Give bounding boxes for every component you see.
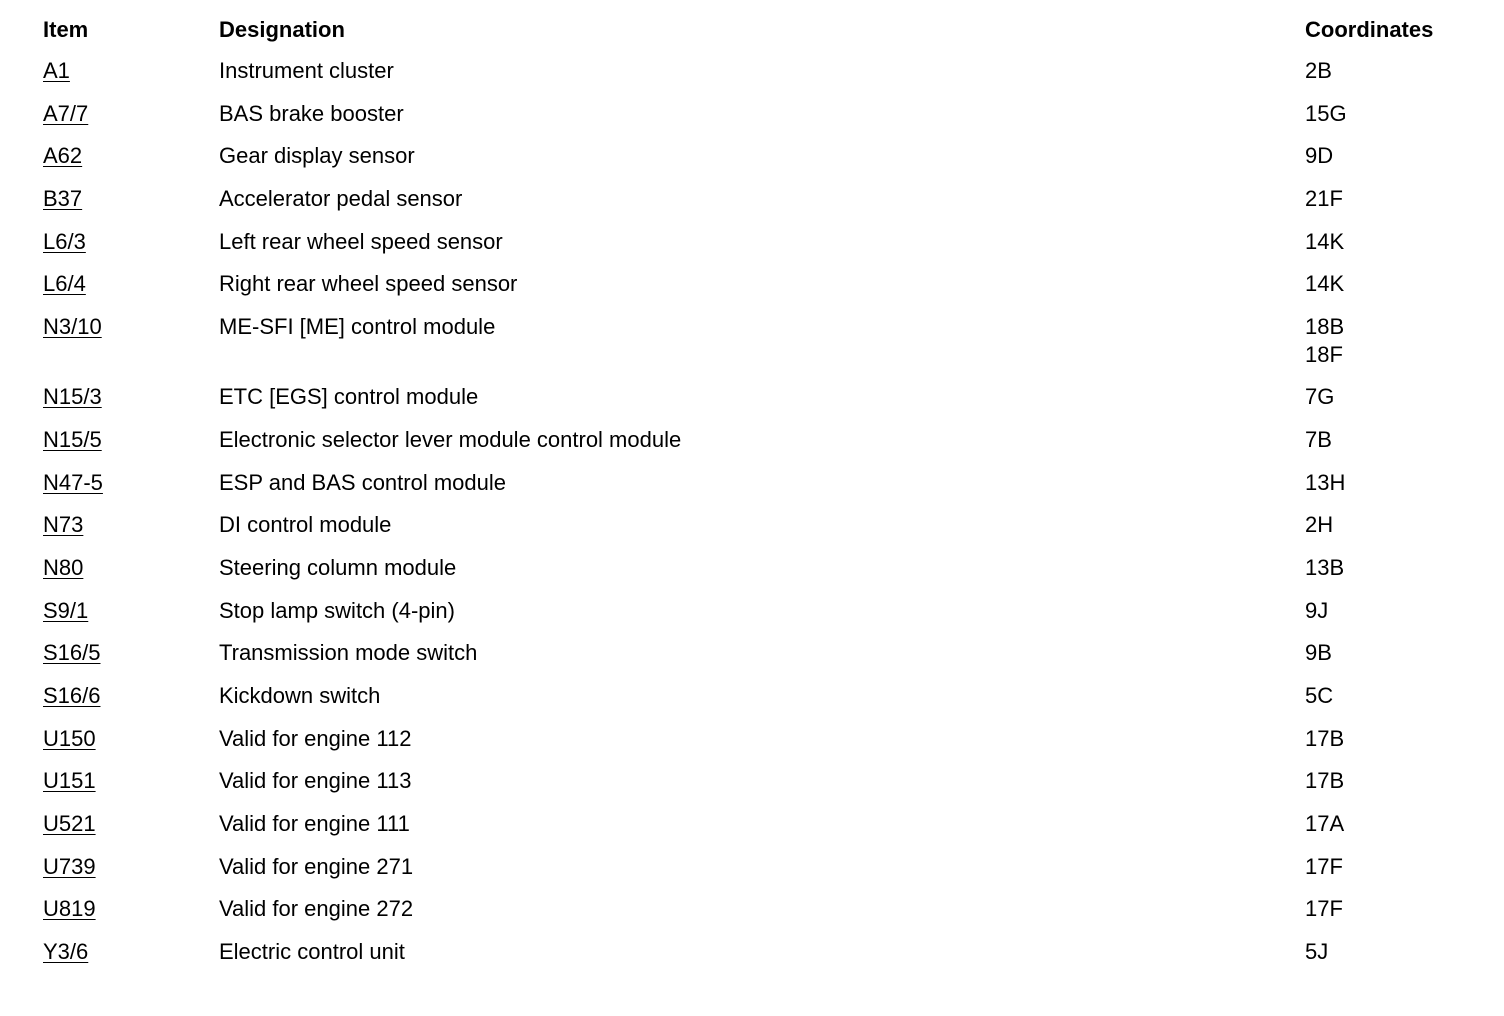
coordinate-value: 18B — [1305, 314, 1345, 340]
item-cell — [43, 810, 96, 838]
designation-cell: ME-SFI [ME] control module — [219, 314, 496, 340]
item-cell — [43, 554, 83, 582]
designation-cell: Valid for engine 112 — [219, 725, 412, 751]
designation-cell: DI control module — [219, 512, 392, 538]
coordinates-cell — [1305, 895, 1343, 923]
coordinates-cell — [1305, 725, 1344, 753]
item-link[interactable]: S16/5 — [43, 640, 101, 666]
designation-cell: BAS brake booster — [219, 100, 404, 126]
item-link[interactable]: S16/6 — [43, 682, 101, 708]
item-link[interactable]: N3/10 — [43, 314, 102, 340]
coordinate-value: 5C — [1305, 682, 1334, 708]
designation-cell: Left rear wheel speed sensor — [219, 228, 503, 254]
coordinates-cell — [1305, 469, 1345, 497]
coordinate-value: 9B — [1305, 640, 1332, 666]
item-link[interactable]: A7/7 — [43, 100, 89, 126]
item-link[interactable]: S9/1 — [43, 597, 89, 623]
coordinate-value: 9J — [1305, 597, 1329, 623]
item-link[interactable]: N15/3 — [43, 384, 102, 410]
coordinates-cell — [1305, 853, 1343, 881]
coordinates-cell — [1305, 228, 1344, 256]
item-link[interactable]: U739 — [43, 853, 96, 879]
coordinates-cell — [1305, 185, 1343, 213]
table-row — [0, 537, 1504, 580]
coordinates-cell — [1305, 426, 1332, 454]
designation-cell: Valid for engine 113 — [219, 768, 412, 794]
designation-cell: Valid for engine 271 — [219, 853, 414, 879]
coordinates-cell — [1305, 57, 1332, 85]
table-row — [0, 40, 1504, 83]
coordinate-value: 5J — [1305, 939, 1329, 965]
coordinates-cell — [1305, 597, 1328, 625]
item-cell — [43, 682, 101, 710]
designation-cell: Valid for engine 272 — [219, 896, 414, 922]
table-row — [0, 296, 1504, 366]
item-cell — [43, 597, 88, 625]
coordinate-value: 18F — [1305, 342, 1343, 368]
coordinates-cell — [1305, 938, 1328, 966]
coordinate-value: 13H — [1305, 469, 1346, 495]
coordinate-value: 17B — [1305, 725, 1345, 751]
table-row — [0, 125, 1504, 168]
designation-cell: Valid for engine 111 — [219, 811, 410, 836]
coordinate-value: 21F — [1305, 186, 1343, 212]
coordinate-value: 9D — [1305, 143, 1334, 169]
coordinates-cell — [1305, 383, 1334, 411]
item-link[interactable]: A1 — [43, 58, 70, 83]
item-cell — [43, 853, 96, 881]
item-cell — [43, 270, 86, 298]
item-cell — [43, 383, 102, 411]
item-cell — [43, 228, 86, 256]
coordinate-value: 2B — [1305, 58, 1332, 83]
item-cell — [43, 511, 83, 539]
coordinates-cell — [1305, 270, 1344, 298]
item-link[interactable]: N73 — [43, 512, 84, 538]
designation-cell: Instrument cluster — [219, 58, 394, 83]
table-row — [0, 622, 1504, 665]
table-row — [0, 211, 1504, 254]
coordinate-value: 17F — [1305, 896, 1343, 922]
designation-cell: Transmission mode switch — [219, 640, 478, 666]
coordinates-cell — [1305, 767, 1344, 795]
table-row — [0, 494, 1504, 537]
item-cell — [43, 185, 82, 213]
table-header-row — [0, 0, 1504, 40]
item-cell — [43, 639, 101, 667]
item-cell — [43, 57, 70, 85]
coordinate-value: 14K — [1305, 271, 1345, 297]
header-designation: Designation — [219, 17, 345, 42]
item-link[interactable]: U819 — [43, 896, 96, 922]
coordinate-value: 13B — [1305, 554, 1345, 580]
designation-cell: ETC [EGS] control module — [219, 384, 479, 410]
item-link[interactable]: Y3/6 — [43, 939, 89, 965]
item-link[interactable]: A62 — [43, 143, 83, 169]
designation-cell: Electric control unit — [219, 939, 405, 965]
table-row — [0, 836, 1504, 879]
designation-cell: Stop lamp switch (4-pin) — [219, 597, 455, 623]
item-link[interactable]: L6/3 — [43, 228, 86, 254]
item-link[interactable]: B37 — [43, 186, 83, 212]
item-link[interactable]: N15/5 — [43, 426, 102, 452]
coordinates-cell — [1305, 639, 1332, 667]
item-link[interactable]: N47-5 — [43, 469, 103, 495]
item-link[interactable]: U151 — [43, 768, 96, 794]
table-row — [0, 580, 1504, 623]
coordinate-value: 2H — [1305, 512, 1334, 538]
table-row — [0, 750, 1504, 793]
table-row — [0, 665, 1504, 708]
table-row — [0, 168, 1504, 211]
coordinate-value: 7B — [1305, 426, 1332, 452]
coordinates-cell — [1305, 511, 1333, 539]
designation-cell: Electronic selector lever module control module — [219, 426, 682, 452]
table-body — [0, 40, 1504, 964]
designation-cell: Steering column module — [219, 554, 457, 580]
coordinate-value: 15G — [1305, 100, 1347, 126]
coordinate-value: 17B — [1305, 768, 1345, 794]
header-item: Item — [43, 17, 89, 42]
table-row — [0, 921, 1504, 964]
item-link[interactable]: U150 — [43, 725, 96, 751]
header-coordinates: Coordinates — [1305, 17, 1434, 42]
coordinate-value: 7G — [1305, 384, 1335, 410]
table-row — [0, 253, 1504, 296]
table-row — [0, 878, 1504, 921]
designation-cell: ESP and BAS control module — [219, 469, 506, 495]
coordinates-cell — [1305, 313, 1344, 369]
item-cell — [43, 426, 102, 454]
table-row — [0, 83, 1504, 126]
coordinate-value: 17A — [1305, 811, 1345, 836]
coordinates-cell — [1305, 682, 1333, 710]
coordinates-cell — [1305, 142, 1333, 170]
table-row — [0, 366, 1504, 409]
item-link[interactable]: N80 — [43, 554, 84, 580]
item-cell — [43, 469, 103, 497]
item-cell — [43, 313, 102, 341]
item-cell — [43, 100, 88, 128]
table-row — [0, 708, 1504, 751]
designation-cell: Kickdown switch — [219, 682, 381, 708]
designation-cell: Accelerator pedal sensor — [219, 186, 463, 212]
table-row — [0, 452, 1504, 495]
coordinate-value: 17F — [1305, 853, 1343, 879]
item-cell — [43, 725, 96, 753]
item-link[interactable]: U521 — [43, 811, 96, 836]
coordinate-value: 14K — [1305, 228, 1345, 254]
designation-cell: Gear display sensor — [219, 143, 415, 169]
item-cell — [43, 938, 88, 966]
coordinates-cell — [1305, 810, 1344, 838]
coordinates-cell — [1305, 100, 1347, 128]
coordinates-cell — [1305, 554, 1344, 582]
item-cell — [43, 895, 96, 923]
item-cell — [43, 767, 96, 795]
table-row — [0, 409, 1504, 452]
item-link[interactable]: L6/4 — [43, 271, 86, 297]
table-row — [0, 793, 1504, 836]
designation-cell: Right rear wheel speed sensor — [219, 271, 518, 297]
item-cell — [43, 142, 82, 170]
